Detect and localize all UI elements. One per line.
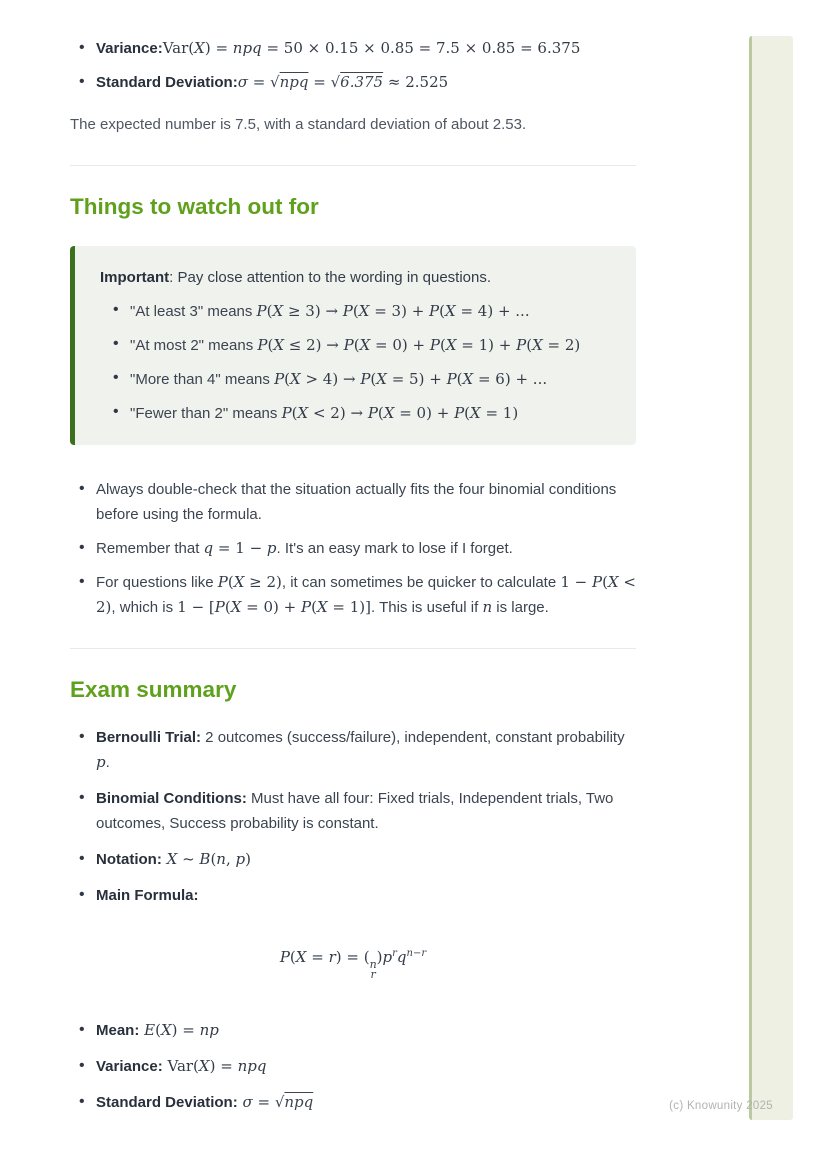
list-item bbox=[96, 36, 636, 61]
sd-formula-pre: σ = bbox=[237, 73, 271, 91]
wording-math: P(X < 2) → P(X = 0) + P(X = 1) bbox=[281, 404, 519, 422]
term-label: Main Formula: bbox=[96, 887, 199, 904]
stat-label: Mean: bbox=[96, 1022, 140, 1039]
page-edge-strip bbox=[749, 36, 793, 1120]
exam-summary-list bbox=[70, 725, 636, 908]
list-item bbox=[96, 725, 636, 775]
stat-math: Var(X) = npq bbox=[162, 1057, 267, 1075]
callout-list bbox=[100, 299, 612, 426]
wording-text: "Fewer than 2" means bbox=[130, 405, 282, 422]
callout-lead bbox=[100, 266, 612, 290]
term-text: . bbox=[105, 754, 110, 771]
top-stats-list bbox=[70, 36, 636, 95]
tip-math: q = 1 − p bbox=[203, 539, 277, 557]
tip-math: P(X ≥ 2) bbox=[217, 573, 282, 591]
tip-text: For questions like bbox=[96, 574, 218, 591]
list-item bbox=[96, 1054, 636, 1079]
binom-open-paren: ( bbox=[363, 948, 370, 966]
list-item bbox=[96, 883, 636, 908]
variance-formula: Var(X) = npq = 50 × 0.15 × 0.85 = 7.5 × 0.85 = 6.375 bbox=[162, 39, 581, 57]
list-item bbox=[130, 333, 612, 358]
q-term: q bbox=[396, 948, 407, 966]
q-exponent: n−r bbox=[406, 948, 427, 959]
tip-text: Remember that bbox=[96, 540, 204, 557]
term-text: Must have all four: Fixed trials, Independent trials, Two outcomes, Success probability is constant. bbox=[96, 790, 614, 832]
important-callout bbox=[70, 246, 636, 445]
callout-lead-text: : Pay close attention to the wording in questions. bbox=[169, 269, 492, 286]
tip-math: n bbox=[482, 598, 493, 616]
tip-text: . This is useful if bbox=[371, 599, 483, 616]
summary-paragraph: The expected number is 7.5, with a standard deviation of about 2.53. bbox=[70, 116, 527, 133]
formula-lhs: P(X = r) = bbox=[279, 948, 364, 966]
list-item bbox=[96, 70, 636, 95]
tip-text: , it can sometimes be quicker to calculate bbox=[281, 574, 561, 591]
wording-text: "More than 4" means bbox=[130, 371, 275, 388]
sqrt-expression: √ $\overline{npq}$ bbox=[270, 73, 308, 91]
list-item bbox=[96, 847, 636, 872]
wording-math: P(X ≥ 3) → P(X = 3) + P(X = 4) + ... bbox=[256, 302, 530, 320]
stat-math: σ = bbox=[242, 1093, 275, 1111]
stat-label: Standard Deviation: bbox=[96, 1094, 238, 1111]
sqrt-expression: √ 6.375 bbox=[331, 73, 384, 91]
sqrt-expression: √ $\overline{npq}$ bbox=[275, 1093, 313, 1111]
list-item bbox=[96, 1018, 636, 1043]
list-item bbox=[96, 786, 636, 836]
stats-list bbox=[70, 1018, 636, 1115]
divider bbox=[70, 165, 636, 166]
stat-label: Variance: bbox=[96, 1058, 163, 1075]
exam-heading: Exam summary bbox=[70, 677, 237, 702]
tip-text: , which is bbox=[111, 599, 178, 616]
p-term: p bbox=[382, 948, 393, 966]
tip-text: Always double-check that the situation actually fits the four binomial conditions before using the formula. bbox=[96, 481, 617, 523]
list-item bbox=[130, 401, 612, 426]
term-math: X ~ B(n, p) bbox=[166, 850, 251, 868]
term-text: 2 outcomes (success/failure), independent, constant probability bbox=[201, 729, 625, 746]
wording-math: P(X > 4) → P(X = 5) + P(X = 6) + ... bbox=[274, 370, 548, 388]
term-label: Bernoulli Trial: bbox=[96, 729, 202, 746]
list-item bbox=[96, 536, 636, 561]
list-item bbox=[96, 1090, 636, 1115]
list-item bbox=[130, 299, 612, 324]
tip-math: 1 − [P(X = 0) + P(X = 1)] bbox=[177, 598, 372, 616]
copyright-footer: (c) Knowunity 2025 bbox=[669, 1100, 773, 1112]
wording-text: "At least 3" means bbox=[130, 303, 257, 320]
wording-text: "At most 2" means bbox=[130, 337, 258, 354]
variance-label: Variance: bbox=[96, 40, 163, 57]
list-item bbox=[96, 570, 636, 620]
important-label: Important bbox=[100, 269, 170, 286]
tip-text: . It's an easy mark to lose if I forget. bbox=[276, 540, 513, 557]
term-label: Notation: bbox=[96, 851, 162, 868]
term-label: Binomial Conditions: bbox=[96, 790, 247, 807]
main-formula bbox=[70, 948, 636, 980]
sd-formula-mid: = bbox=[308, 73, 331, 91]
sd-formula-post: ≈ 2.525 bbox=[383, 73, 449, 91]
binomial-coefficient: n r bbox=[369, 958, 377, 981]
p-exponent: r bbox=[392, 948, 397, 959]
watch-heading: Things to watch out for bbox=[70, 194, 319, 219]
stat-math: E(X) = np bbox=[144, 1021, 219, 1039]
term-math: p bbox=[96, 753, 106, 771]
binom-close-paren: ) bbox=[376, 948, 383, 966]
tips-list bbox=[70, 477, 636, 620]
tip-math: 1 − P(X < 2) bbox=[96, 573, 636, 616]
tip-text: is large. bbox=[492, 599, 549, 616]
wording-math: P(X ≤ 2) → P(X = 0) + P(X = 1) + P(X = 2) bbox=[257, 336, 581, 354]
list-item bbox=[96, 477, 636, 527]
list-item bbox=[130, 367, 612, 392]
document-content bbox=[70, 0, 636, 1126]
standard-deviation-label: Standard Deviation: bbox=[96, 74, 238, 91]
divider bbox=[70, 648, 636, 649]
